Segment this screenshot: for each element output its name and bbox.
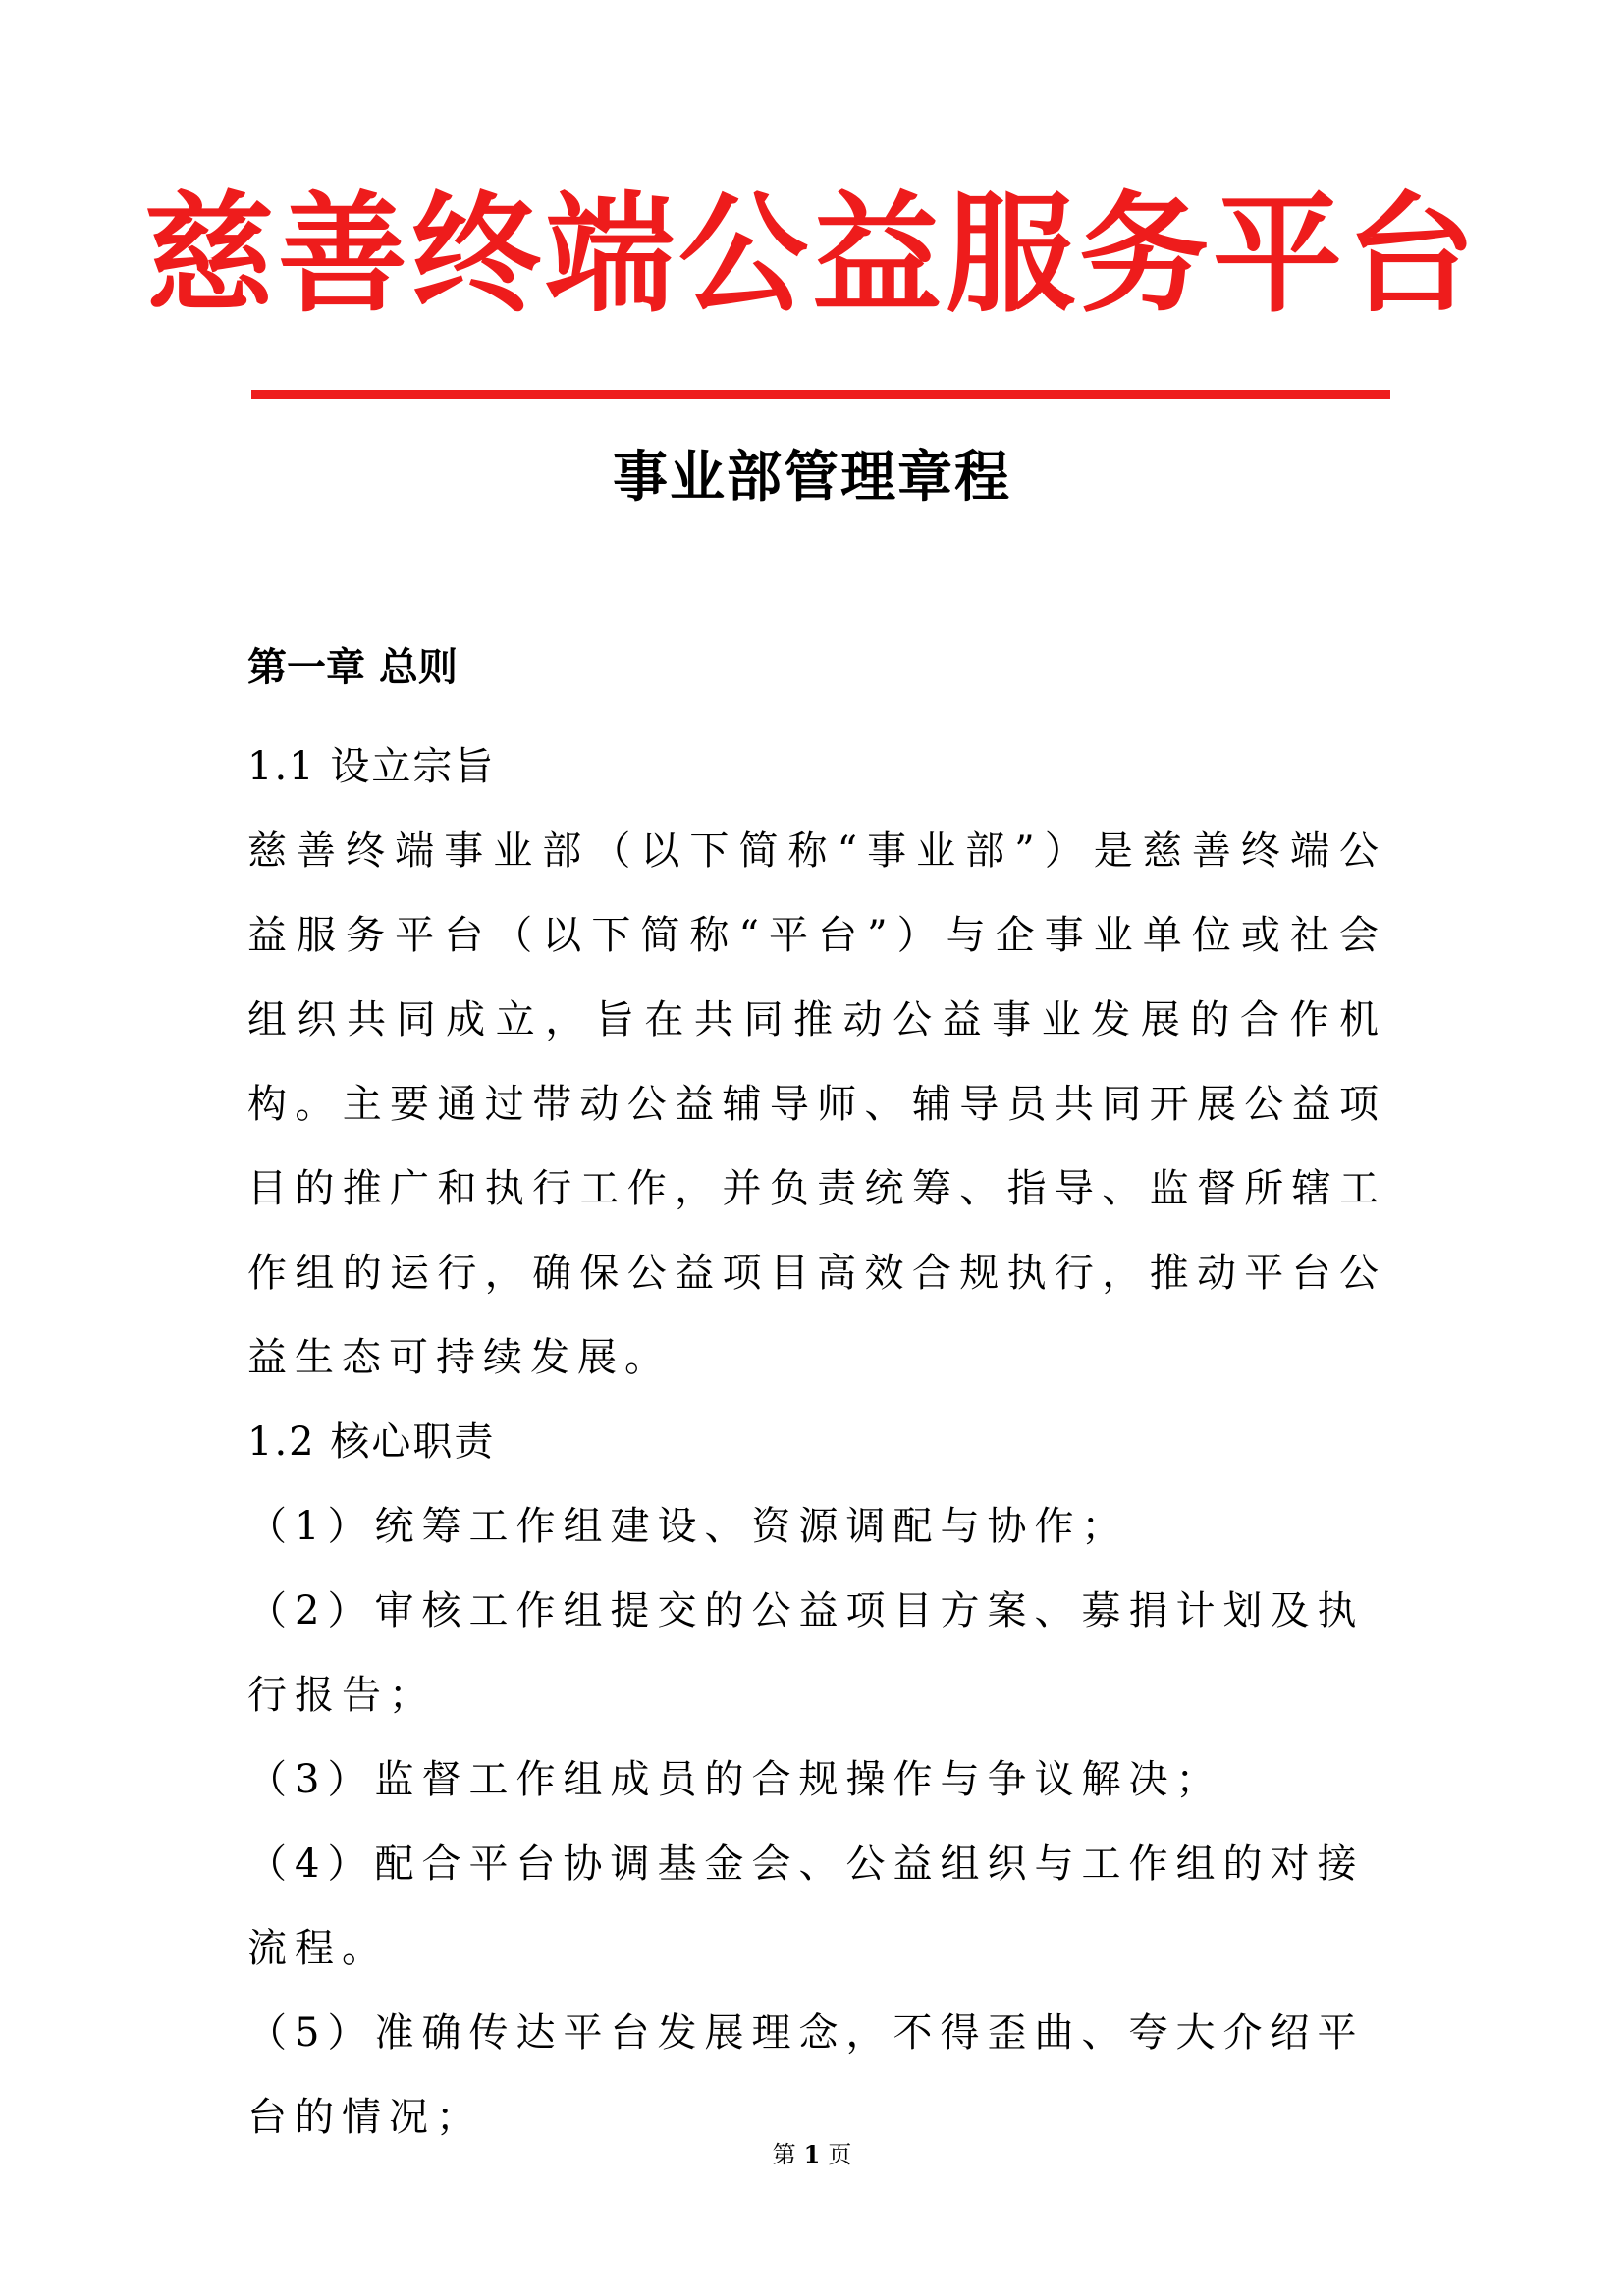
section-heading-1-1: 1.1 设立宗旨	[247, 744, 496, 789]
page-label-suffix: 页	[828, 2141, 852, 2168]
section-paragraph: 慈善终端事业部（以下简称“事业部”）是慈善终端公益服务平台（以下简称“平台”）与企事业单位或社会组织共同成立，旨在共同推动公益事业发展的合作机构。主要通过带动公益辅导师、辅导员共同开展公益项目的推广和执行工作，并负责统筹、指导、监督所辖工作组的运行，确保公益项目高效合规执行，推动平台公益生态可持续发展。	[247, 828, 1386, 1380]
organization-title: 慈善终端公益服务平台	[144, 180, 1480, 331]
document-body	[247, 724, 1386, 2160]
page-number: 1	[803, 2140, 821, 2168]
document-title: 事业部管理章程	[613, 445, 1011, 509]
duty-list-item: （3）监督工作组成员的合规操作与争议解决；	[247, 1757, 1223, 1802]
red-divider-line	[251, 390, 1390, 399]
page-footer	[0, 2137, 1624, 2172]
page-label-prefix: 第	[772, 2141, 796, 2168]
chapter-heading: 第一章 总则	[247, 645, 458, 690]
section-heading-1-2: 1.2 核心职责	[247, 1419, 496, 1465]
duty-list-item: （2）审核工作组提交的公益项目方案、募捐计划及执行报告；	[247, 1588, 1365, 1718]
duty-list-item: （1）统筹工作组建设、资源调配与协作；	[247, 1504, 1129, 1549]
duty-list-item: （4）配合平台协调基金会、公益组织与工作组的对接流程。	[247, 1842, 1365, 1971]
duty-list-item: （5）准确传达平台发展理念，不得歪曲、夸大介绍平台的情况；	[247, 2010, 1365, 2140]
